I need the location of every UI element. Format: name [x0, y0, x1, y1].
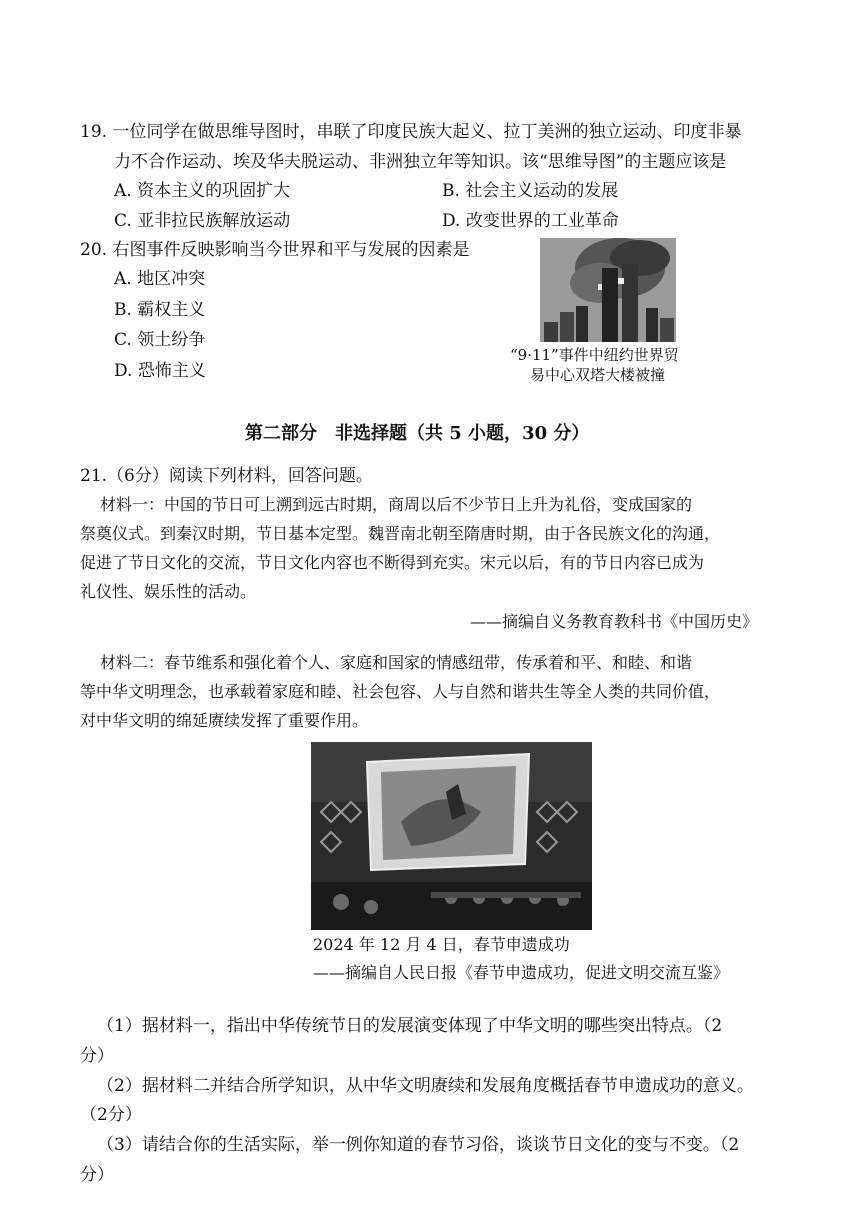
q21-sub2-line2: （2分） [80, 1105, 142, 1125]
q21-material2-line1: 材料二：春节维系和强化着个人、家庭和国家的情感纽带，传承着和平、和睦、和谐 [100, 653, 693, 672]
q20-option-c: C. 领土纷争 [114, 330, 206, 350]
q19-option-b: B. 社会主义运动的发展 [442, 181, 619, 201]
q19-option-c: C. 亚非拉民族解放运动 [114, 211, 291, 231]
wtc-photo [540, 238, 676, 342]
q19-stem-line2: 力不合作运动、埃及华夫脱运动、非洲独立年等知识。该“思维导图”的主题应该是 [114, 152, 727, 172]
q21-material1-line2: 祭奠仪式。到秦汉时期，节日基本定型。魏晋南北朝至隋唐时期，由于各民族文化的沟通， [80, 524, 721, 543]
q19-stem-line1: 19. 一位同学在做思维导图时，串联了印度民族大起义、拉丁美洲的独立运动、印度非暴 [80, 122, 742, 142]
q19-option-d: D. 改变世界的工业革命 [442, 211, 619, 231]
q21-material1-line3: 促进了节日文化的交流，节日文化内容也不断得到充实。宋元以后，有的节日内容已成为 [80, 553, 705, 572]
q21-material2-line3: 对中华文明的绵延赓续发挥了重要作用。 [80, 711, 369, 730]
q20-option-a: A. 地区冲突 [114, 269, 206, 289]
q21-sub3-line1: （3）请结合你的生活实际，举一例你知道的春节习俗，谈谈节日文化的变与不变。（2 [97, 1135, 740, 1155]
q20-option-d: D. 恐怖主义 [114, 361, 206, 381]
section2-title: 第二部分 非选择题（共 5 小题，30 分） [245, 423, 590, 444]
q21-stem: 21.（6分）阅读下列材料，回答问题。 [80, 466, 373, 486]
q21-sub1-line2: 分） [80, 1046, 114, 1066]
spring-festival-photo [311, 742, 592, 930]
q21-material2-line2: 等中华文明理念，也承载着家庭和睦、社会包容、人与自然和谐共生等全人类的共同价值， [80, 682, 721, 701]
q21-sub2-line1: （2）据材料二并结合所学知识，从中华文明赓续和发展角度概括春节申遗成功的意义。 [97, 1076, 754, 1096]
q21-sub3-line2: 分） [80, 1165, 114, 1185]
q21-source1: ——摘编自义务教育教科书《中国历史》 [470, 612, 759, 631]
q19-option-a: A. 资本主义的巩固扩大 [114, 181, 291, 201]
q20-caption-line1: “9·11”事件中纽约世界贸 [510, 346, 679, 364]
q21-sub1-line1: （1）据材料一，指出中华传统节日的发展演变体现了中华文明的哪些突出特点。（2 [97, 1016, 723, 1036]
q21-source2: ——摘编自人民日报《春节申遗成功，促进文明交流互鉴》 [313, 963, 730, 982]
q20-option-b: B. 霸权主义 [114, 300, 206, 320]
q21-material1-line1: 材料一：中国的节日可上溯到远古时期，商周以后不少节日上升为礼俗，变成国家的 [100, 495, 693, 514]
q21-material1-line4: 礼仪性、娱乐性的活动。 [80, 582, 257, 601]
q20-stem: 20. 右图事件反映影响当今世界和平与发展的因素是 [80, 240, 470, 260]
q20-caption-line2: 易中心双塔大楼被撞 [530, 366, 666, 384]
photo-caption: 2024 年 12 月 4 日，春节申遗成功 [313, 935, 570, 954]
